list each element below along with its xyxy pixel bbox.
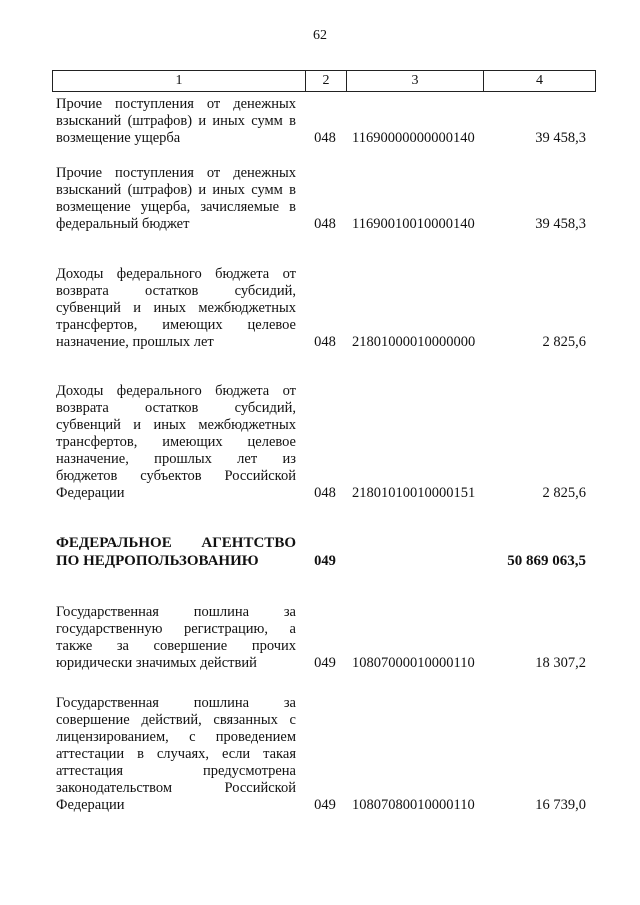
agency-amount: 50 869 063,5 (507, 553, 586, 569)
header-col-2: 2 (306, 71, 347, 92)
row-kbk: 11690000000000140 (352, 130, 475, 146)
row-name-line: Государственная пошлина за (56, 695, 296, 711)
row-name-line: аттестация предусмотрена (56, 763, 296, 779)
row-name-line: Федерации (56, 485, 125, 501)
table-row (52, 383, 596, 502)
row-name (56, 266, 296, 351)
table-row (52, 604, 596, 672)
row-name (56, 695, 296, 814)
row-name-line: законодательством Российской (56, 780, 296, 796)
agency-name-line: ФЕДЕРАЛЬНОЕ АГЕНТСТВО (56, 535, 296, 551)
row-name-line: возврата остатков субсидий, (56, 400, 296, 416)
row-name-line: назначение, прошлых лет (56, 334, 214, 350)
table-row (52, 266, 596, 351)
row-kbk: 21801000010000000 (352, 334, 476, 350)
agency-name (56, 535, 296, 571)
row-code: 049 (314, 797, 336, 813)
row-name-line: юридически значимых действий (56, 655, 257, 671)
row-kbk: 10807000010000110 (352, 655, 475, 671)
row-amount: 16 739,0 (535, 797, 586, 813)
row-name-line: Доходы федерального бюджета от (56, 383, 296, 399)
row-name-line: также за совершение прочих (56, 638, 296, 654)
row-name-line: Федерации (56, 797, 125, 813)
row-name-line: взысканий (штрафов) и иных сумм в (56, 182, 296, 198)
row-amount: 39 458,3 (535, 130, 586, 146)
row-name (56, 165, 296, 233)
row-name-line: возмещение ущерба, зачисляемые в (56, 199, 296, 215)
row-kbk: 21801010010000151 (352, 485, 476, 501)
row-name-line: Прочие поступления от денежных (56, 96, 296, 112)
page-number: 62 (313, 28, 327, 43)
table-row (52, 96, 596, 147)
row-name-line: назначение, прошлых лет из (56, 451, 296, 467)
row-name-line: бюджетов субъектов Российской (56, 468, 296, 484)
row-name-line: Прочие поступления от денежных (56, 165, 296, 181)
row-name-line: федеральный бюджет (56, 216, 190, 232)
row-amount: 2 825,6 (542, 485, 586, 501)
row-code: 048 (314, 485, 336, 501)
row-name-line: трансфертов, имеющих целевое (56, 317, 296, 333)
row-amount: 18 307,2 (535, 655, 586, 671)
row-name-line: трансфертов, имеющих целевое (56, 434, 296, 450)
row-code: 048 (314, 130, 336, 146)
header-col-1: 1 (53, 71, 306, 92)
agency-code: 049 (314, 553, 336, 569)
row-name-line: возмещение ущерба (56, 130, 181, 146)
row-kbk: 11690010010000140 (352, 216, 475, 232)
row-name-line: возврата остатков субсидий, (56, 283, 296, 299)
row-name (56, 96, 296, 147)
row-code: 049 (314, 655, 336, 671)
row-name (56, 383, 296, 502)
row-name-line: лицензированием, с проведением (56, 729, 296, 745)
table-row (52, 165, 596, 233)
row-name (56, 604, 296, 672)
row-name-line: Доходы федерального бюджета от (56, 266, 296, 282)
row-name-line: Государственная пошлина за (56, 604, 296, 620)
row-name-line: государственную регистрацию, а (56, 621, 296, 637)
row-name-line: субвенций и иных межбюджетных (56, 300, 296, 316)
table-row-agency (52, 535, 596, 571)
header-col-4: 4 (484, 71, 596, 92)
header-col-3: 3 (347, 71, 484, 92)
row-amount: 39 458,3 (535, 216, 586, 232)
row-name-line: совершение действий, связанных с (56, 712, 296, 728)
row-name-line: аттестации в случаях, если такая (56, 746, 296, 762)
row-kbk: 10807080010000110 (352, 797, 475, 813)
agency-name-line: ПО НЕДРОПОЛЬЗОВАНИЮ (56, 553, 259, 569)
row-code: 048 (314, 334, 336, 350)
row-code: 048 (314, 216, 336, 232)
table-row (52, 695, 596, 814)
table-header (52, 70, 596, 92)
row-name-line: субвенций и иных межбюджетных (56, 417, 296, 433)
row-name-line: взысканий (штрафов) и иных сумм в (56, 113, 296, 129)
row-amount: 2 825,6 (542, 334, 586, 350)
